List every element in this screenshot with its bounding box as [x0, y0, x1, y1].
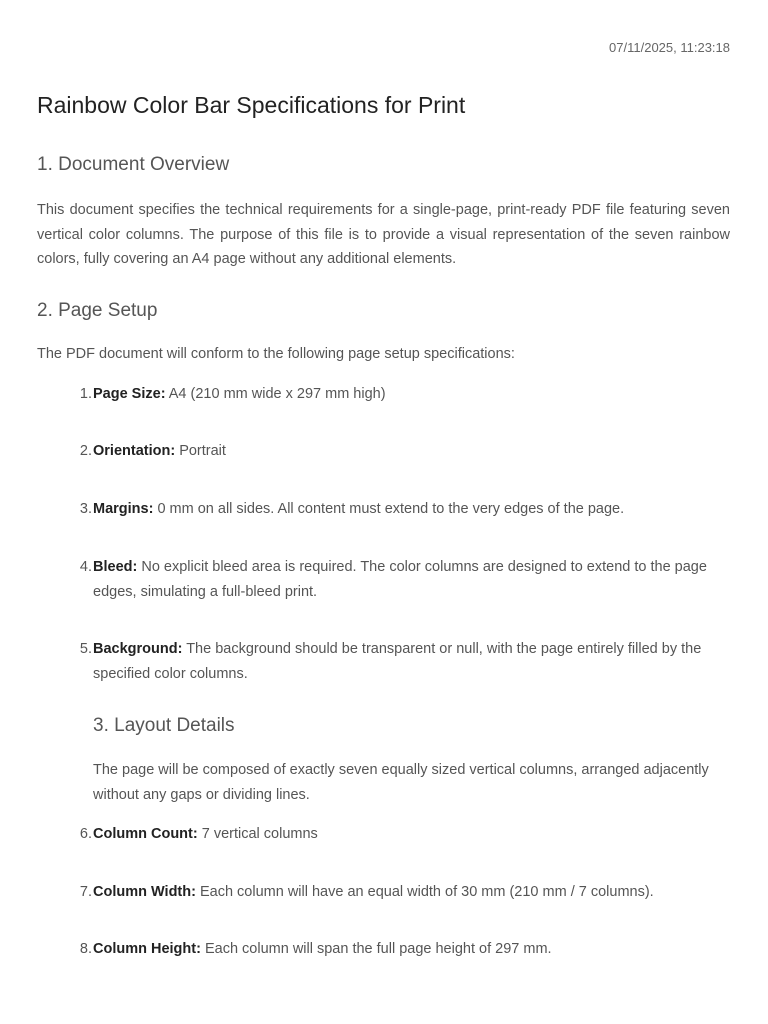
list-number: 5. — [79, 641, 92, 657]
list-item-text: A4 (210 mm wide x 297 mm high) — [165, 386, 386, 402]
document-title: Rainbow Color Bar Specifications for Print — [37, 92, 466, 118]
page-setup-intro: The PDF document will conform to the following page setup specifications: — [37, 346, 515, 362]
list-item-column-count — [60, 822, 730, 847]
list-number: 1. — [79, 386, 92, 402]
list-item-label: Margins: — [93, 501, 154, 517]
list-item-label: Background: — [93, 641, 183, 657]
list-number: 4. — [79, 559, 92, 575]
section-heading-layout: 3. Layout Details — [93, 715, 235, 736]
print-timestamp: 07/11/2025, 11:23:18 — [609, 40, 730, 55]
list-item-label: Bleed: — [93, 559, 138, 575]
list-number: 8. — [79, 941, 92, 957]
list-item-label: Page Size: — [93, 386, 166, 402]
list-item-label: Column Count: — [93, 826, 198, 842]
list-item-column-height — [60, 937, 730, 962]
list-item-text: The background should be transparent or null, with the page entirely filled by the specified color columns. — [93, 641, 702, 682]
list-item-text: Each column will span the full page height of 297 mm. — [200, 941, 552, 957]
list-item-page-size — [60, 382, 730, 407]
list-item-text: 7 vertical columns — [197, 826, 318, 842]
section-heading-overview: 1. Document Overview — [37, 154, 230, 175]
list-item-text: No explicit bleed area is required. The color columns are designed to extend to the page edges, simulating a full-bleed print. — [93, 559, 707, 600]
list-item-text: Portrait — [175, 443, 226, 459]
overview-paragraph: This document specifies the technical requirements for a single-page, print-ready PDF file featuring seven vertical color columns. The purpose of this file is to provide a visual representation of the seven rainbow colors, fully covering an A4 page without any additional elements. — [37, 202, 730, 267]
list-item-label: Column Height: — [93, 941, 201, 957]
list-number: 6. — [79, 826, 92, 842]
list-item-bleed — [60, 555, 730, 604]
list-item-column-width — [60, 880, 730, 905]
list-item-text: Each column will have an equal width of 30 mm (210 mm / 7 columns). — [195, 884, 654, 900]
list-item-text: 0 mm on all sides. All content must extend to the very edges of the page. — [153, 501, 625, 517]
list-number: 2. — [79, 443, 92, 459]
list-item-label: Orientation: — [93, 443, 176, 459]
list-item-label: Column Width: — [93, 884, 196, 900]
list-number: 3. — [79, 501, 92, 517]
layout-paragraph: The page will be composed of exactly seven equally sized vertical columns, arranged adjacently without any gaps or dividing lines. — [93, 762, 709, 803]
section-heading-page-setup: 2. Page Setup — [37, 300, 158, 321]
list-number: 7. — [79, 884, 92, 900]
list-item-orientation — [60, 439, 730, 464]
list-item-margins — [60, 497, 730, 522]
list-item-background — [60, 637, 730, 686]
